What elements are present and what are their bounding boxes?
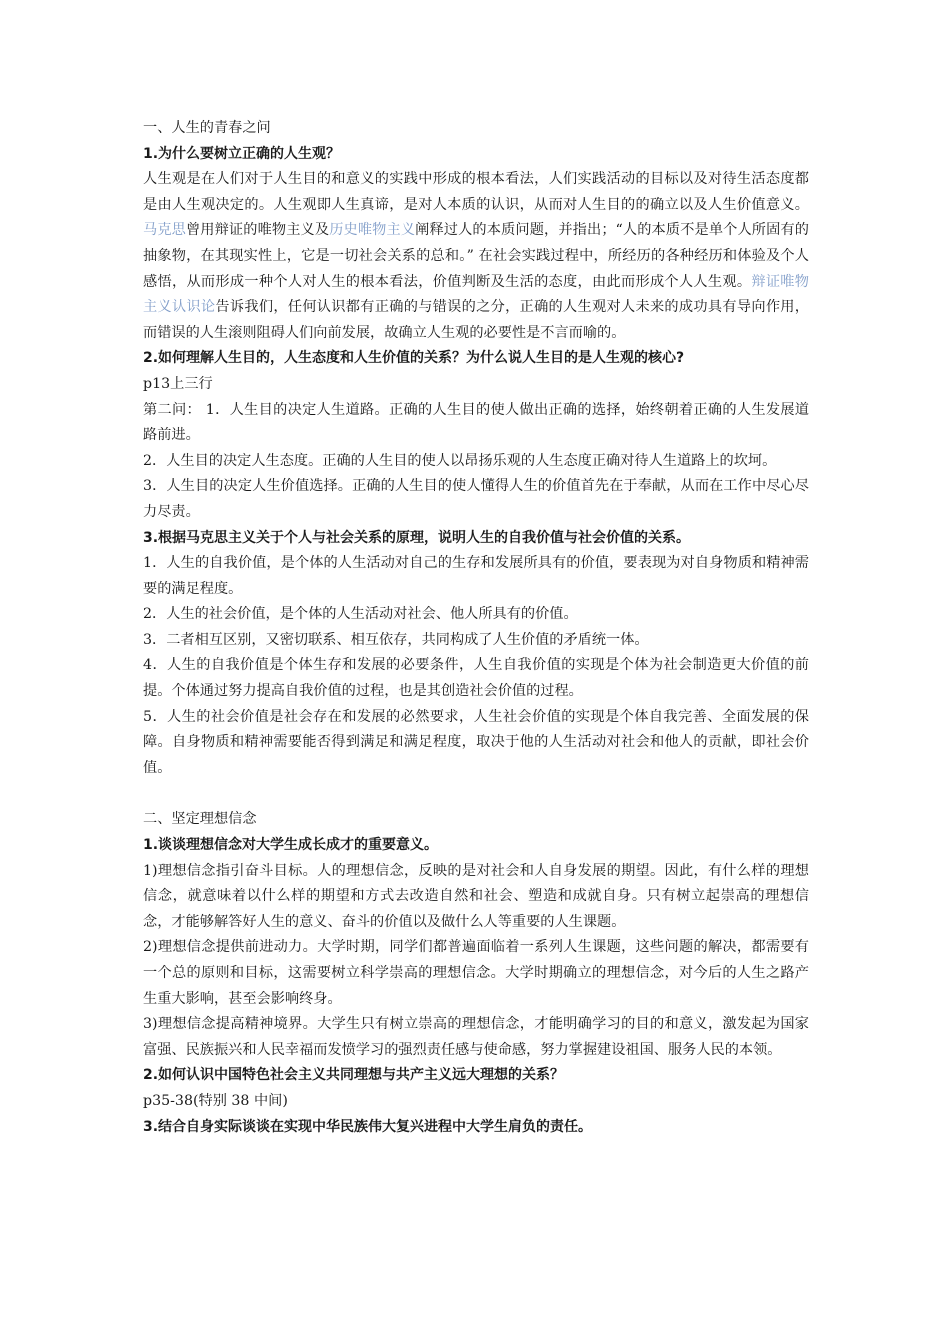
answer-text-d: 告诉我们，任何认识都有正确的与错误的之分，正确的人生观对人未来的成功具有导向作用，而错误的人生滚则阻碍人们向前发展，故确立人生观的必要性是不言而喻的。 — [143, 299, 809, 341]
section2-q3-heading: 3.结合自身实际谈谈在实现中华民族伟大复兴进程中大学生肩负的责任。 — [143, 1118, 593, 1135]
section1-q2-heading: 2.如何理解人生目的，人生态度和人生价值的关系？为什么说人生目的是人生观的核心? — [143, 350, 685, 367]
section1-q2-item: 2．人生目的决定人生态度。正确的人生目的使人以昂扬乐观的人生态度正确对待人生道路上的坎坷。 — [143, 452, 777, 469]
section1-q3-item: 3．二者相互区别，又密切联系、相互依存，共同构成了人生价值的矛盾统一体。 — [143, 631, 649, 648]
section1-q2-item: 3．人生目的决定人生价值选择。正确的人生目的使人懂得人生的价值首先在于奉献，从而在工作中尽心尽力尽责。 — [143, 478, 809, 520]
section1-q3-item: 5．人生的社会价值是社会存在和发展的必然要求，人生社会价值的实现是个体自我完善、全面发展的保障。自身物质和精神需要能否得到满足和满足程度，取决于他的人生活动对社会和他人的贡献，即社会价值。 — [143, 708, 809, 776]
answer-text-c: 阐释过人的本质问题，并指出；“人的本质不是单个人所固有的抽象物，在其现实性上，它是一切社会关系的总和。” 在社会实践过程中，所经历的各种经历和体验及个人感悟，从而形成一种个人对人生的根本看法，价值判断及生活的态度，由此而形成个人人生观。 — [143, 222, 809, 290]
section1-q3-item: 1．人生的自我价值，是个体的人生活动对自己的生存和发展所具有的价值，要表现为对自身物质和精神需要的满足程度。 — [143, 555, 809, 597]
answer-text-b: 曾用辩证的唯物主义及 — [185, 222, 330, 239]
section2-q1-heading: 1.谈谈理想信念对大学生成长成才的重要意义。 — [143, 837, 439, 854]
section1-q1-answer — [143, 167, 809, 346]
section1-q3-heading: 3.根据马克思主义关于个人与社会关系的原理，说明人生的自我价值与社会价值的关系。 — [143, 529, 691, 546]
section2-q2-heading: 2.如何认识中国特色社会主义共同理想与共产主义远大理想的关系？ — [143, 1067, 565, 1084]
section1-q2-item: 第二问： 1．人生目的决定人生道路。正确的人生目的使人做出正确的选择，始终朝着正确的人生发展道路前进。 — [143, 401, 809, 444]
section2-q2-ref: p35-38(特别 38 中间) — [143, 1092, 288, 1109]
section1-title: 一、人生的青春之问 — [143, 120, 271, 136]
section2-title: 二、坚定理想信念 — [143, 811, 257, 828]
section1-q2-ref: p13上三行 — [143, 375, 213, 392]
section1-q1-heading: 1.为什么要树立正确的人生观？ — [143, 145, 341, 162]
link-historical-materialism[interactable]: 历史唯物主义 — [329, 222, 416, 239]
link-dialectical-epistemology[interactable]: 辩证唯物主义认识论 — [143, 273, 809, 316]
section1-q3-item: 2．人生的社会价值，是个体的人生活动对社会、他人所具有的价值。 — [143, 606, 578, 623]
document-page — [143, 116, 809, 1140]
section2-q1-item: 2)理想信念提供前进动力。大学时期，同学们都普遍面临着一系列人生课题，这些问题的解决，都需要有一个总的原则和目标，这需要树立科学崇高的理想信念。大学时期确立的理想信念，对今后的人生之路产生重大影响，甚至会影响终身。 — [143, 939, 809, 1007]
section1-q3-item: 4．人生的自我价值是个体生存和发展的必要条件，人生自我价值的实现是个体为社会制造更大价值的前提。个体通过努力提高自我价值的过程，也是其创造社会价值的过程。 — [143, 657, 809, 700]
section2-q1-item: 3)理想信念提高精神境界。大学生只有树立崇高的理想信念，才能明确学习的目的和意义，激发起为国家富强、民族振兴和人民幸福而发愤学习的强烈责任感与使命感，努力掌握建设祖国、服务人民的本领。 — [143, 1016, 809, 1058]
link-marx[interactable]: 马克思 — [143, 222, 186, 239]
section-spacer — [143, 781, 809, 807]
answer-text-a: 人生观是在人们对于人生目的和意义的实践中形成的根本看法，人们实践活动的目标以及对待生活态度都是由人生观决定的。人生观即人生真谛，是对人本质的认识，从而对人生目的的确立以及人生价值意义。 — [143, 171, 809, 213]
section2-q1-item: 1)理想信念指引奋斗目标。人的理想信念，反映的是对社会和人自身发展的期望。因此，有什么样的理想信念，就意味着以什么样的期望和方式去改造自然和社会、塑造和成就自身。只有树立起崇高的理想信念，才能够解答好人生的意义、奋斗的价值以及做什么人等重要的人生课题。 — [143, 862, 809, 930]
